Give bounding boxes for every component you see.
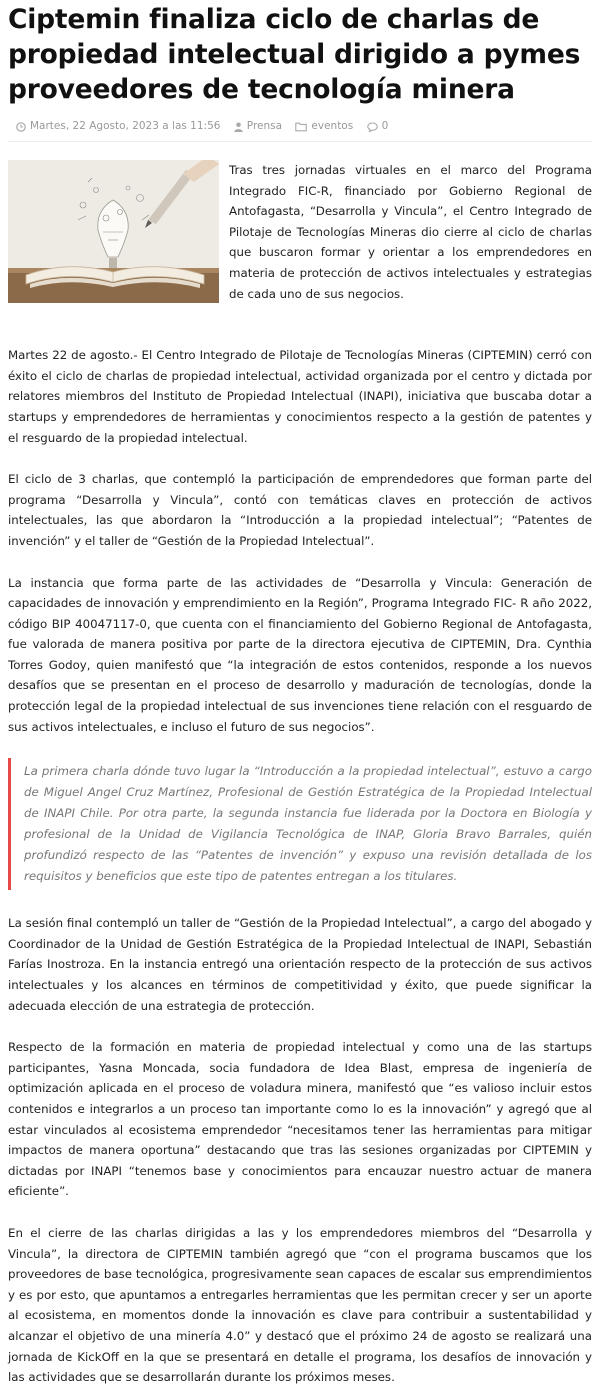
meta-comments[interactable] <box>367 113 389 140</box>
meta-date-text: Martes, 22 Agosto, 2023 a las 11:56 <box>30 120 221 132</box>
meta-comments-count: 0 <box>381 120 389 132</box>
user-icon <box>234 122 243 132</box>
comment-icon <box>367 122 378 132</box>
paragraph-5: Respecto de la formación en materia de propiedad intelectual y como una de las startups participantes, Yasna Moncada, socia fundadora de Idea Blast, empresa de ingeniería de optimización aplicada en el proceso de voladura minera, manifestó que “es valioso incluir estos contenidos e integrarlos a un proceso tan importante como lo es la innovación” y agregó que al estar vinculados al ecosistema emprendedor “necesitamos tener las herramientas para mitigar impactos de manera oportuna” destacando que tras las sesiones organizadas por CIPTEMIN y dictadas por INAPI “tenemos base y conocimientos para encauzar nuestro actuar de manera eficiente”. <box>8 1040 592 1199</box>
meta-category[interactable] <box>295 113 353 140</box>
meta-author[interactable] <box>234 113 282 140</box>
paragraph-4: La sesión final contempló un taller de “Gestión de la Propiedad Intelectual”, a cargo del abogado y Coordinador de la Unidad de Gestión Estratégica de la Propiedad Intelectual de INAPI, Sebastián Farías Inostroza. En la instancia entregó una orientación respecto de la protección de sus activos intelectuales y los alcances en términos de competitividad y éxito, que puede significar la adecuada elección de una estrategia de protección. <box>8 916 592 1013</box>
folder-icon <box>295 122 307 132</box>
meta-author-text: Prensa <box>246 120 283 132</box>
article-title: Ciptemin finaliza ciclo de charlas de propiedad intelectual dirigido a pymes proveedores de tecnología minera <box>8 4 581 105</box>
article-meta <box>8 113 592 142</box>
intro-text: Tras tres jornadas virtuales en el marco del Programa Integrado FIC-R, financiado por Gobierno Regional de Antofagasta, “Desarrolla y Vincula”, el Centro Integrado de Pilotaje de Tecnologías Mineras dio cierre al ciclo de charlas que buscaron formar y orientar a los emprendedores en materia de protección de activos intelectuales y estrategias de cada uno de sus negocios. <box>229 163 592 301</box>
paragraph-6: En el cierre de las charlas dirigidas a las y los emprendedores miembros del “Desarrolla y Vincula”, la directora de CIPTEMIN también agregó que “con el programa buscamos que los proveedores de base tecnológica, progresivamente sean capaces de escalar sus emprendimientos y es por esto, que apuntamos a entregarles herramientas que les permitan crecer y ser un aporte al ecosistema, en momentos donde la innovación es clave para contribuir a sustentabilidad y alcanzar el objetivo de una minería 4.0” y destacó que el próximo 24 de agosto se realizará una jornada de KickOff en la que se presentará en detalle el programa, los desafíos de innovación y las actividades que se desarrollarán durante los próximos meses. <box>8 1225 592 1385</box>
lightbulb-book-illustration <box>8 160 219 303</box>
article-content <box>8 160 592 1388</box>
paragraph-1: Martes 22 de agosto.- El Centro Integrado de Pilotaje de Tecnologías Mineras (CIPTEMIN) cerró con éxito el ciclo de charlas de propiedad intelectual, actividad organizada por el centro y dictada por relatores miembros del Instituto de Propiedad Intelectual (INAPI), iniciativa que buscaba dotar a startups y emprendedores de herramientas y conocimientos respecto a la gestión de patentes y el resguardo de la propiedad intelectual. <box>8 348 592 445</box>
paragraph-3: La instancia que forma parte de las actividades de “Desarrolla y Vincula: Generación de capacidades de innovación y emprendimiento en la Región”, Programa Integrado FIC- R año 2022, código BIP 40047117-0, que cuenta con el financiamiento del Gobierno Regional de Antofagasta, fue valorada de manera positiva por parte de la directora ejecutiva de CIPTEMIN, Dra. Cynthia Torres Godoy, quien manifestó que “la integración de estos contenidos, responde a los nuevos desafíos que se presentan en el proceso de desarrollo y maduración de tecnologías, donde la protección legal de la propiedad intelectual de sus invenciones tiene relación con el resguardo de sus activos intelectuales, e incluso el futuro de sus negocios”. <box>8 575 592 734</box>
clock-icon <box>16 122 26 132</box>
meta-date <box>16 113 220 140</box>
article-intro <box>8 160 592 325</box>
article-quote: La primera charla dónde tuvo lugar la “Introducción a la propiedad intelectual”, estuvo a cargo de Miguel Angel Cruz Martínez, Profesional de Gestión Estratégica de la Propiedad Intelectual de INAPI Chile. Por otra parte, la segunda instancia fue liderada por la Doctora en Biología y profesional de la Unidad de Vigilancia Tecnológica de INAP, Gloria Bravo Barrales, quién profundizó respecto de las “Patentes de invención” y expuso una revisión detallada de los requisitos y beneficios que este tipo de patentes entregan a los titulares. <box>8 758 592 890</box>
article-image <box>8 160 219 303</box>
meta-category-text: eventos <box>311 120 354 132</box>
paragraph-2: El ciclo de 3 charlas, que contempló la participación de emprendedores que forman parte del programa “Desarrolla y Vincula”, contó con temáticas claves en protección de activos intelectuales, las que abordaron la “Introducción a la propiedad intelectual”; “Patentes de invención” y el taller de “Gestión de la Propiedad Intelectual”. <box>8 472 592 548</box>
